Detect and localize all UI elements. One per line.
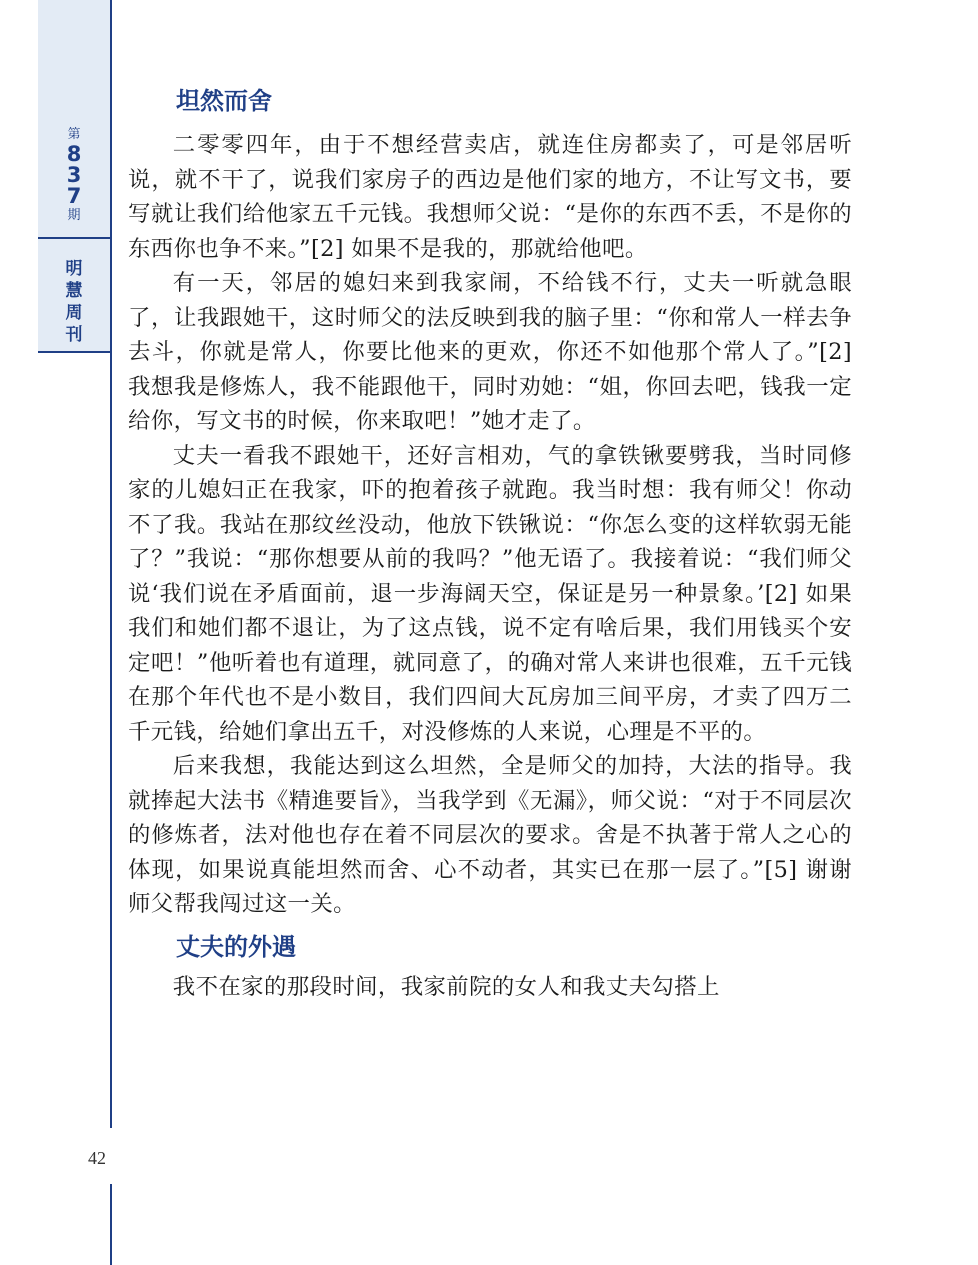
paragraph: 我不在家的那段时间，我家前院的女人和我丈夫勾搭上	[172, 973, 720, 1000]
publication-char: 明	[65, 259, 83, 279]
article-body	[128, 84, 852, 1004]
issue-suffix: 期	[67, 208, 81, 223]
tab-divider	[38, 237, 112, 239]
issue-digit: 8	[66, 142, 82, 166]
section-heading: 丈夫的外遇	[176, 932, 296, 961]
paragraph: 二零零四年，由于不想经营卖店，就连住房都卖了，可是邻居听说，就不干了，说我们家房子的西边是他们家的地方，不让写文书，要写就让我们给他家五千元钱。我想师父说：“是你的东西不丢，不是你的东西你也争不来。”[2] 如果不是我的，那就给他吧。	[128, 132, 852, 262]
issue-number-block	[38, 126, 110, 225]
paragraph: 有一天，邻居的媳妇来到我家闹，不给钱不行，丈夫一听就急眼了，让我跟她干，这时师父的法反映到我的脑子里：“你和常人一样去争去斗，你就是常人，你要比他来的更欢，你还不如他那个常人了。”[2] 我想我是修炼人，我不能跟他干，同时劝她：“姐，你回去吧，钱我一定给你，写文书的时候，你来取吧！”她才走了。	[128, 270, 852, 434]
publication-char: 周	[65, 303, 83, 323]
tab-bottom-rule	[38, 351, 112, 353]
publication-char: 慧	[65, 281, 83, 301]
publication-name	[38, 258, 110, 346]
issue-digit: 3	[66, 163, 82, 187]
page-number: 42	[88, 1148, 106, 1168]
issue-prefix: 第	[67, 127, 81, 142]
section-heading: 坦然而舍	[176, 87, 272, 115]
publication-char: 刊	[65, 325, 83, 345]
issue-digit: 7	[66, 184, 82, 208]
paragraph: 后来我想，我能达到这么坦然，全是师父的加持，大法的指导。我就捧起大法书《精進要旨》，当我学到《无漏》，师父说：“对于不同层次的修炼者，法对他也存在着不同层次的要求。舍是不执著于常人之心的体现，如果说真能坦然而舍、心不动者，其实已在那一层了。”[5] 谢谢师父帮我闯过这一关。	[128, 753, 852, 917]
paragraph: 丈夫一看我不跟她干，还好言相劝，气的拿铁锹要劈我，当时同修家的儿媳妇正在我家，吓的抱着孩子就跑。我当时想：我有师父！你动不了我。我站在那纹丝没动，他放下铁锹说：“你怎么变的这样软弱无能了？”我说：“那你想要从前的我吗？”他无语了。我接着说：“我们师父说‘我们说在矛盾面前，退一步海阔天空，保证是另一种景象。’[2] 如果我们和她们都不退让，为了这点钱，说不定有啥后果，我们用钱买个安定吧！”他听着也有道理，就同意了，的确对常人来讲也很难，五千元钱在那个年代也不是小数目，我们四间大瓦房加三间平房，才卖了四万二千元钱，给她们拿出五千，对没修炼的人来说，心理是不平的。	[128, 442, 852, 745]
